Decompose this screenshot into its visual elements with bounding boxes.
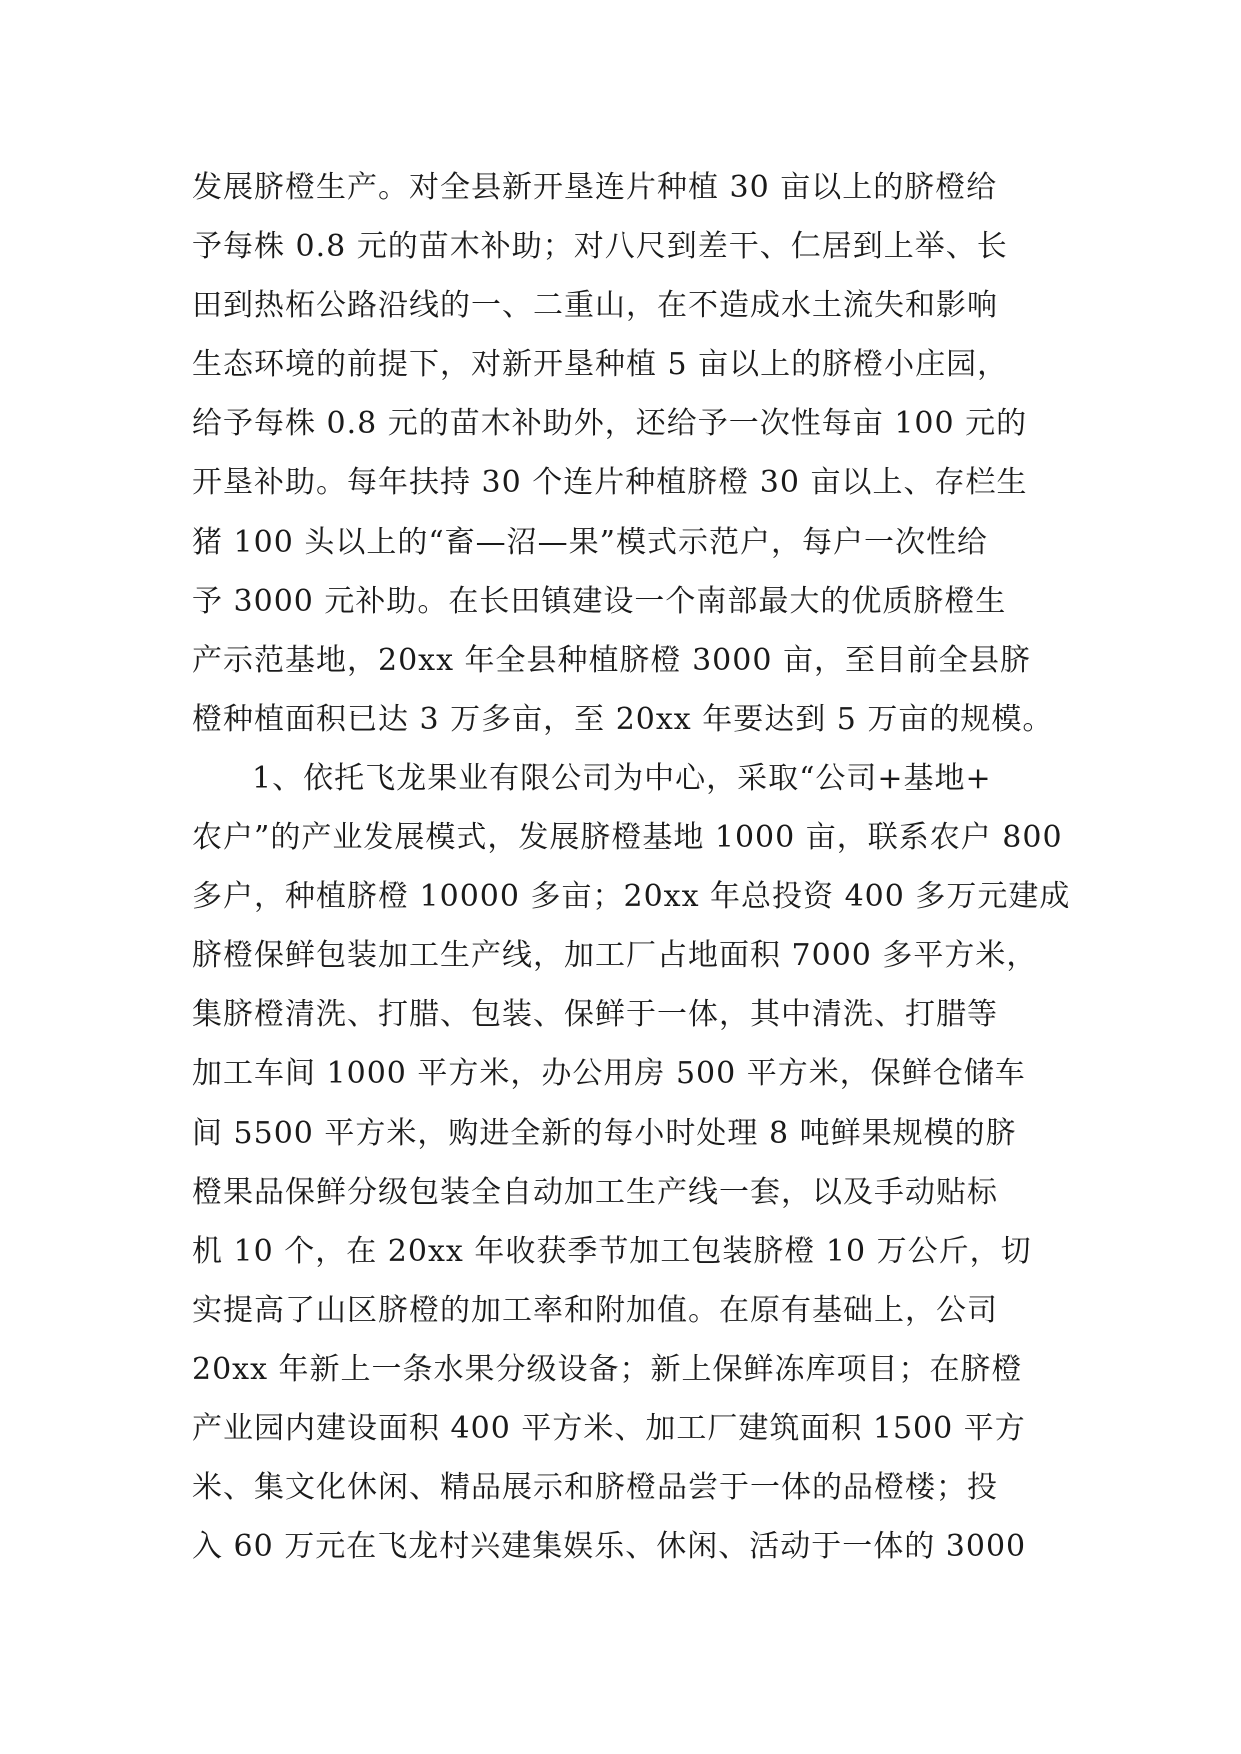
text-line: 多户，种植脐橙 10000 多亩；20xx 年总投资 400 多万元建成 xyxy=(192,879,1071,915)
text-line: 20xx 年新上一条水果分级设备；新上保鲜冻库项目；在脐橙 xyxy=(192,1351,1023,1387)
body-text xyxy=(192,158,1071,1576)
text-line: 生态环境的前提下，对新开垦种植 5 亩以上的脐橙小庄园， xyxy=(192,347,1009,383)
text-line: 橙种植面积已达 3 万多亩，至 20xx 年要达到 5 万亩的规模。 xyxy=(192,701,1054,737)
text-line: 农户”的产业发展模式，发展脐橙基地 1000 亩，联系农户 800 xyxy=(192,820,1063,856)
text-line: 猪 100 头以上的“畜—沼—果”模式示范户，每户一次性给 xyxy=(192,524,989,560)
paragraph-first-line: 1、依托飞龙果业有限公司为中心，采取“公司+基地+ xyxy=(252,760,992,796)
text-line: 予 3000 元补助。在长田镇建设一个南部最大的优质脐橙生 xyxy=(192,583,1007,619)
text-line: 予每株 0.8 元的苗木补助；对八尺到差干、仁居到上举、长 xyxy=(192,229,1008,265)
text-line: 米、集文化休闲、精品展示和脐橙品尝于一体的品橙楼；投 xyxy=(192,1470,998,1506)
text-line: 脐橙保鲜包装加工生产线，加工厂占地面积 7000 多平方米， xyxy=(192,938,1038,974)
text-line: 给予每株 0.8 元的苗木补助外，还给予一次性每亩 100 元的 xyxy=(192,406,1028,442)
text-line: 集脐橙清洗、打腊、包装、保鲜于一体，其中清洗、打腊等 xyxy=(192,997,998,1033)
text-line: 入 60 万元在飞龙村兴建集娱乐、休闲、活动于一体的 3000 xyxy=(192,1529,1027,1565)
text-line: 橙果品保鲜分级包装全自动加工生产线一套，以及手动贴标 xyxy=(192,1174,998,1210)
text-line: 田到热柘公路沿线的一、二重山，在不造成水土流失和影响 xyxy=(192,288,998,324)
text-line: 产业园内建设面积 400 平方米、加工厂建筑面积 1500 平方 xyxy=(192,1410,1026,1446)
text-line: 发展脐橙生产。对全县新开垦连片种植 30 亩以上的脐橙给 xyxy=(192,170,998,205)
text-line: 间 5500 平方米，购进全新的每小时处理 8 吨鲜果规模的脐 xyxy=(192,1115,1017,1151)
text-line: 加工车间 1000 平方米，办公用房 500 平方米，保鲜仓储车 xyxy=(192,1056,1026,1092)
text-line: 机 10 个，在 20xx 年收获季节加工包装脐橙 10 万公斤，切 xyxy=(192,1233,1032,1269)
text-line: 产示范基地，20xx 年全县种植脐橙 3000 亩，至目前全县脐 xyxy=(192,642,1031,678)
text-line: 开垦补助。每年扶持 30 个连片种植脐橙 30 亩以上、存栏生 xyxy=(192,465,1028,501)
text-line: 实提高了山区脐橙的加工率和附加值。在原有基础上，公司 xyxy=(192,1292,998,1328)
